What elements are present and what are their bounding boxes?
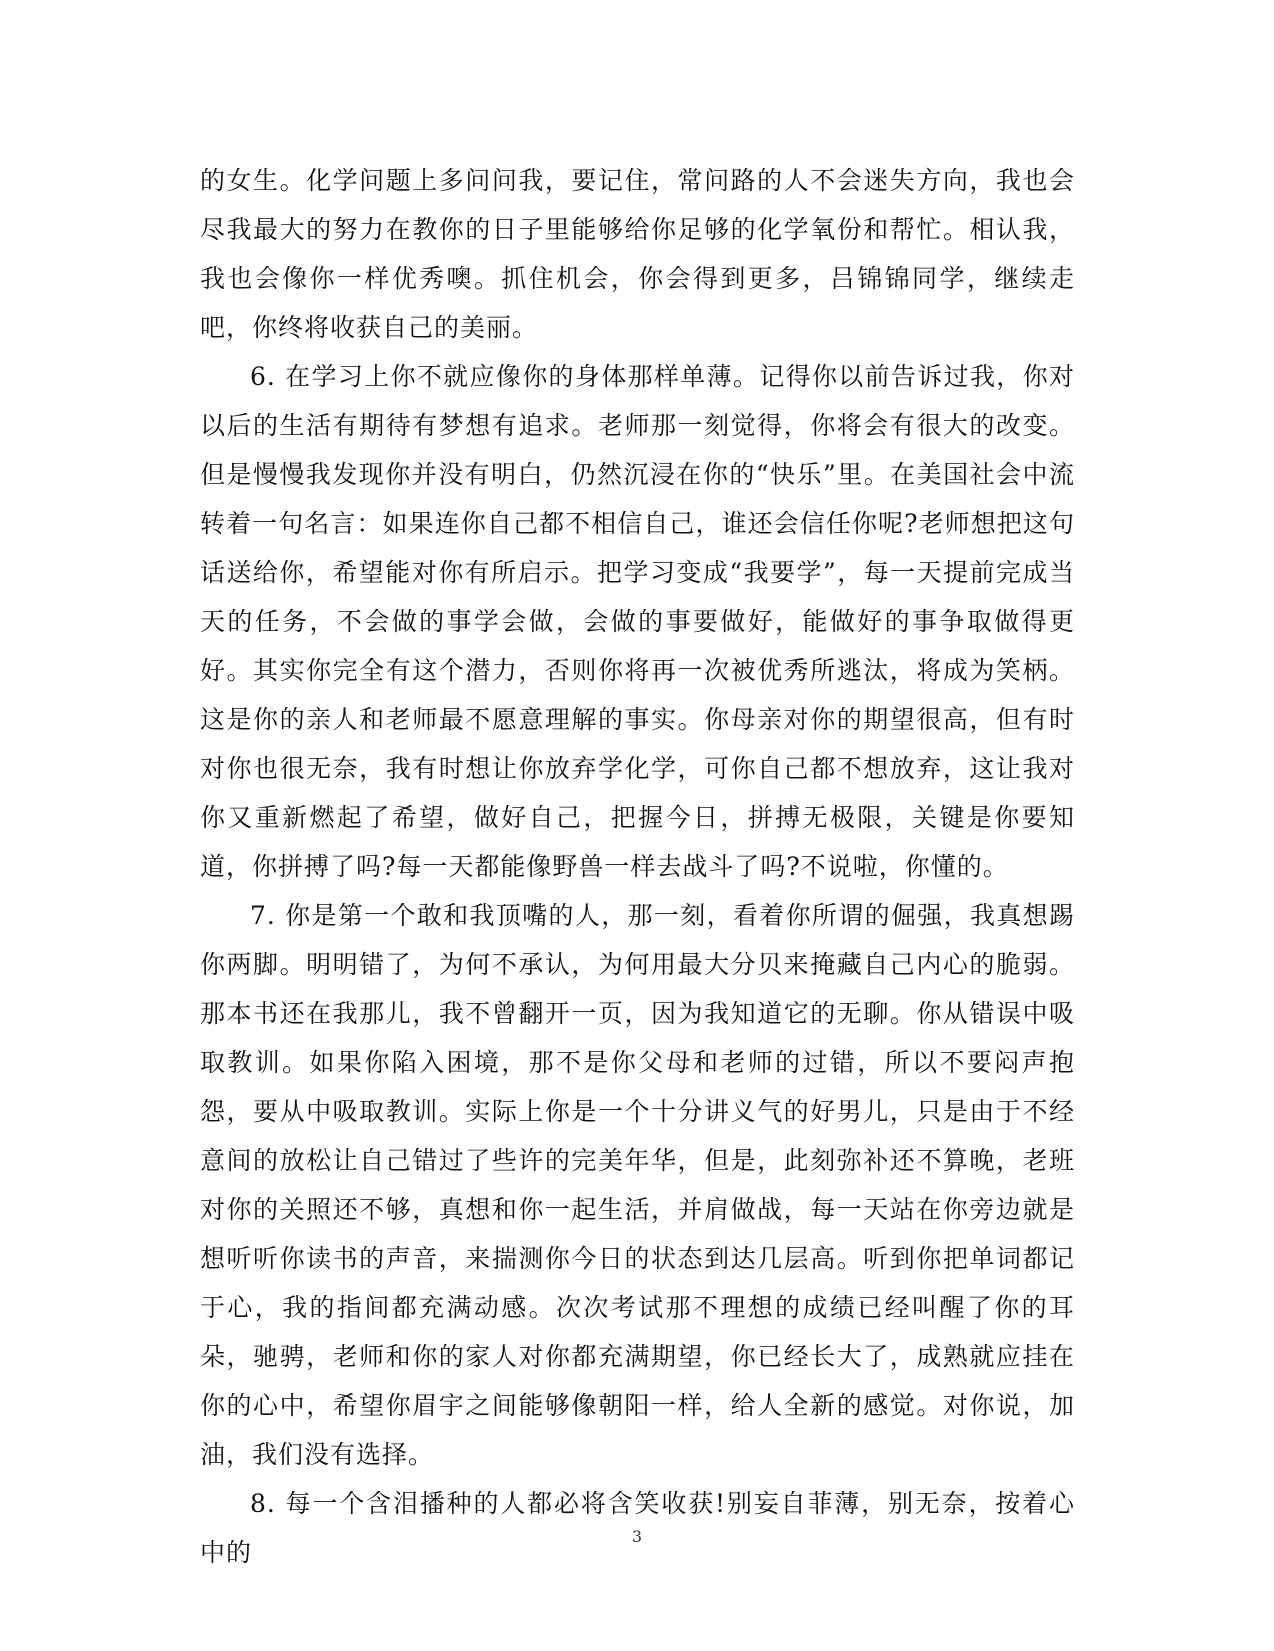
paragraph-8: 8. 每一个含泪播种的人都必将含笑收获!别妄自菲薄，别无奈，按着心中的 — [200, 1489, 1075, 1567]
paragraph-7: 7. 你是第一个敢和我顶嘴的人，那一刻，看着你所谓的倔强，我真想踢你两脚。明明错了，为何不承认，为何用最大分贝来掩藏自己内心的脆弱。那本书还在我那儿，我不曾翻开一页，因为我知道它的无聊。你从错误中吸取教训。如果你陷入困境，那不是你父母和老师的过错，所以不要闷声抱怨，要从中吸取教训。实际上你是一个十分讲义气的好男儿，只是由于不经意间的放松让自己错过了些许的完美年华，但是，此刻弥补还不算晚，老班对你的关照还不够，真想和你一起生活，并肩做战，每一天站在你旁边就是想听听你读书的声音，来揣测你今日的状态到达几层高。听到你把单词都记于心，我的指间都充满动感。次次考试那不理想的成绩已经叫醒了你的耳朵，驰骋，老师和你的家人对你都充满期望，你已经长大了，成熟就应挂在你的心中，希望你眉宇之间能够像朝阳一样，给人全新的感觉。对你说，加油，我们没有选择。 — [200, 901, 1075, 1469]
body-text — [200, 156, 1075, 1577]
paragraph-6: 6. 在学习上你不就应像你的身体那样单薄。记得你以前告诉过我，你对以后的生活有期待有梦想有追求。老师那一刻觉得，你将会有很大的改变。但是慢慢我发现你并没有明白，仍然沉浸在你的“快乐”里。在美国社会中流转着一句名言：如果连你自己都不相信自己，谁还会信任你呢?老师想把这句话送给你，希望能对你有所启示。把学习变成“我要学”，每一天提前完成当天的任务，不会做的事学会做，会做的事要做好，能做好的事争取做得更好。其实你完全有这个潜力，否则你将再一次被优秀所逃汰，将成为笑柄。这是你的亲人和老师最不愿意理解的事实。你母亲对你的期望很高，但有时对你也很无奈，我有时想让你放弃学化学，可你自己都不想放弃，这让我对你又重新燃起了希望，做好自己，把握今日，拼搏无极限，关键是你要知道，你拼搏了吗?每一天都能像野兽一样去战斗了吗?不说啦，你懂的。 — [200, 362, 1075, 881]
page-number: 3 — [631, 1527, 643, 1546]
paragraph-continued: 的女生。化学问题上多问问我，要记住，常问路的人不会迷失方向，我也会尽我最大的努力在教你的日子里能够给你足够的化学氧份和帮忙。相认我，我也会像你一样优秀噢。抓住机会，你会得到更多，吕锦锦同学，继续走吧，你终将收获自己的美丽。 — [200, 166, 1075, 342]
